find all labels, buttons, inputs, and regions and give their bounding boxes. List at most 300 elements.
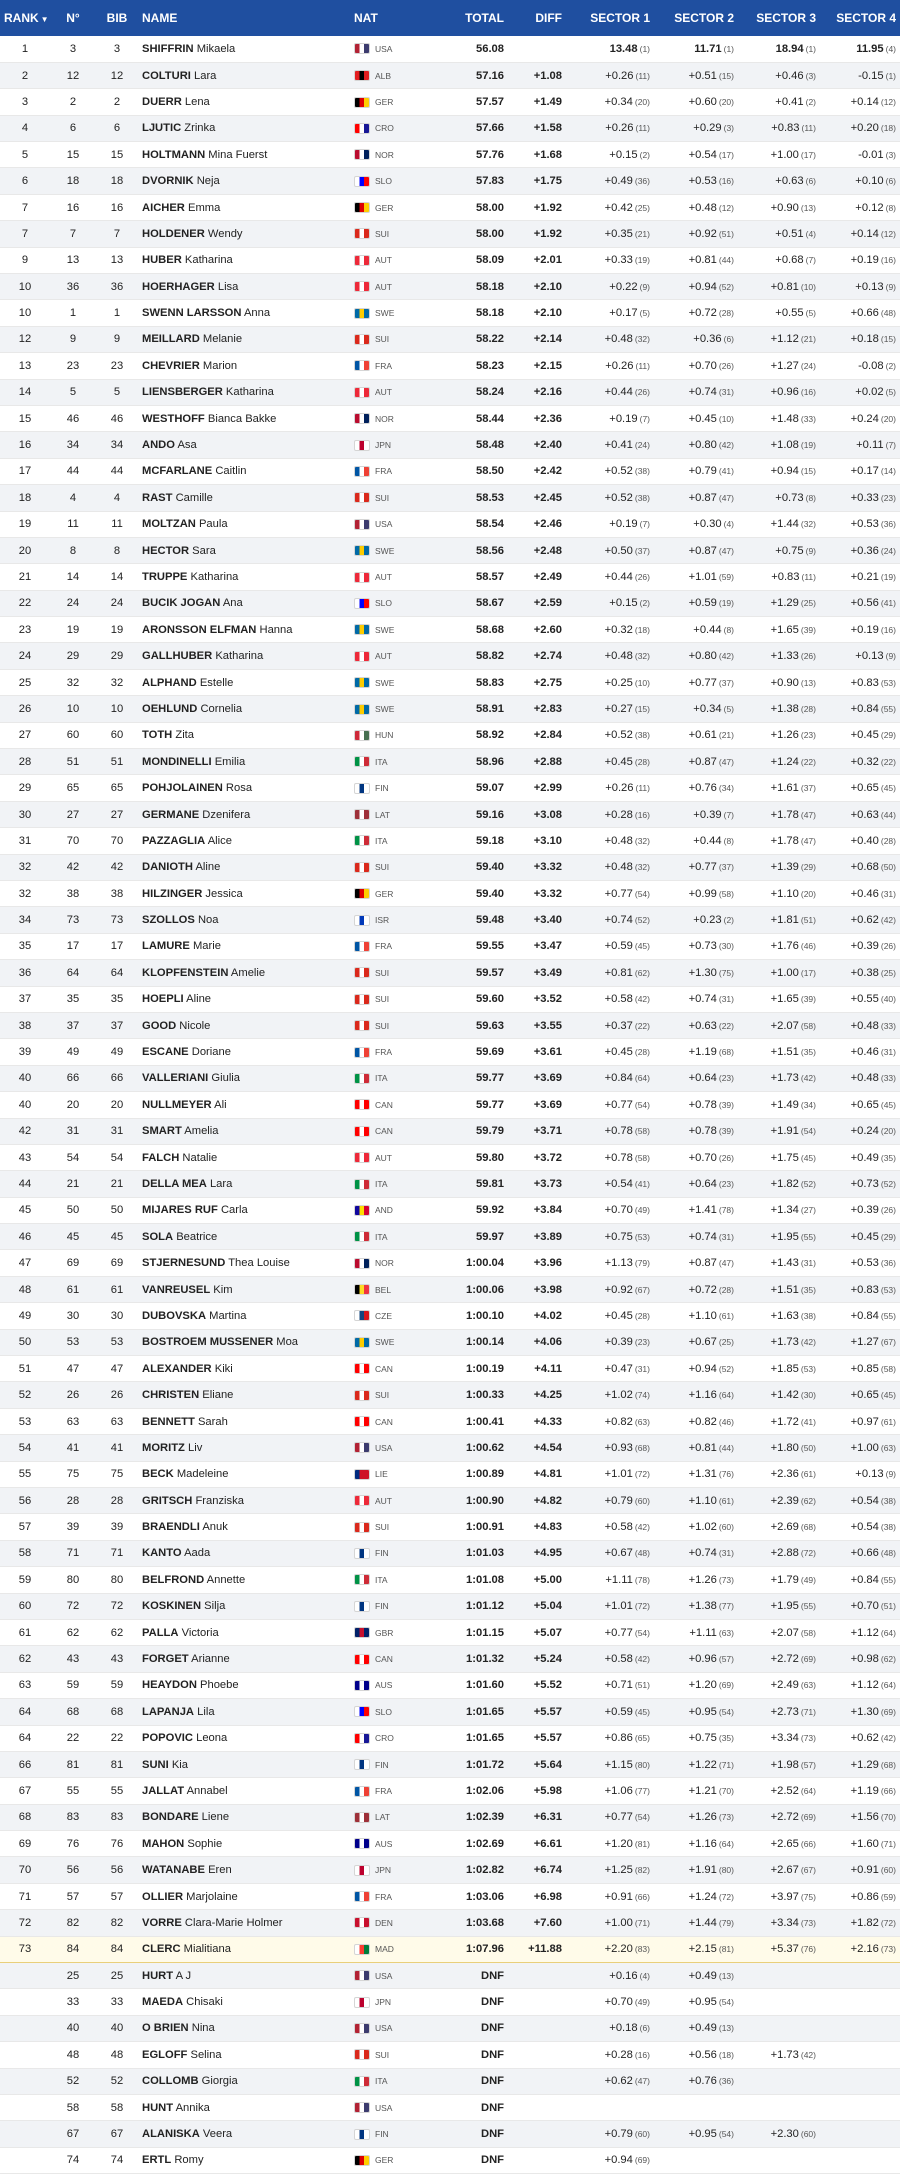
table-row[interactable]: [0, 353, 900, 379]
athlete-name-cell[interactable]: [138, 432, 350, 458]
athlete-firstname[interactable]: Veera: [202, 2128, 233, 2141]
table-row[interactable]: [0, 696, 900, 722]
athlete-surname[interactable]: DANIOTH: [142, 861, 193, 874]
athlete-firstname[interactable]: Selina: [190, 2048, 222, 2061]
rank-column-header[interactable]: RANK ▼: [4, 11, 49, 25]
table-row[interactable]: [0, 458, 900, 484]
athlete-firstname[interactable]: Lila: [197, 1705, 215, 1718]
athlete-surname[interactable]: HOERHAGER: [142, 280, 215, 293]
athlete-name-cell[interactable]: [138, 1118, 350, 1144]
athlete-firstname[interactable]: Dzenifera: [202, 808, 251, 821]
athlete-firstname[interactable]: Lara: [194, 69, 217, 82]
athlete-name-cell[interactable]: [138, 1012, 350, 1038]
athlete-firstname[interactable]: Aada: [184, 1547, 211, 1560]
table-row[interactable]: [0, 1065, 900, 1091]
table-row[interactable]: [0, 854, 900, 880]
athlete-firstname[interactable]: Marion: [202, 359, 238, 372]
athlete-name-cell[interactable]: [138, 353, 350, 379]
athlete-surname[interactable]: HOLDENER: [142, 227, 205, 240]
table-row[interactable]: [0, 1435, 900, 1461]
athlete-name-cell[interactable]: [138, 1725, 350, 1751]
athlete-name-cell[interactable]: [138, 1751, 350, 1777]
athlete-surname[interactable]: VORRE: [142, 1916, 182, 1929]
athlete-firstname[interactable]: Sarah: [197, 1415, 228, 1428]
athlete-firstname[interactable]: Emilia: [214, 755, 246, 768]
athlete-surname[interactable]: STJERNESUND: [142, 1257, 226, 1270]
athlete-surname[interactable]: KOSKINEN: [142, 1600, 202, 1613]
athlete-name-cell[interactable]: [138, 1540, 350, 1566]
athlete-surname[interactable]: LAPANJA: [142, 1705, 195, 1718]
table-row[interactable]: [0, 1039, 900, 1065]
table-row[interactable]: [0, 828, 900, 854]
athlete-surname[interactable]: HURT: [142, 1969, 174, 1982]
table-row[interactable]: [0, 405, 900, 431]
athlete-firstname[interactable]: Mina Fuerst: [208, 148, 268, 161]
athlete-firstname[interactable]: Kim: [213, 1283, 233, 1296]
athlete-surname[interactable]: PALLA: [142, 1626, 179, 1639]
athlete-surname[interactable]: MIJARES RUF: [142, 1204, 218, 1217]
table-row[interactable]: [0, 247, 900, 273]
athlete-name-cell[interactable]: [138, 1435, 350, 1461]
athlete-firstname[interactable]: Giulia: [211, 1072, 241, 1085]
athlete-name-cell[interactable]: [138, 1092, 350, 1118]
athlete-firstname[interactable]: Bianca Bakke: [207, 412, 277, 425]
table-row[interactable]: [0, 1778, 900, 1804]
athlete-firstname[interactable]: Anna: [243, 307, 271, 320]
athlete-name-cell[interactable]: [138, 458, 350, 484]
athlete-firstname[interactable]: Annabel: [186, 1784, 228, 1797]
athlete-name-cell[interactable]: [138, 1567, 350, 1593]
table-row[interactable]: [0, 1329, 900, 1355]
table-row[interactable]: [0, 511, 900, 537]
athlete-firstname[interactable]: Clara-Marie Holmer: [184, 1916, 283, 1929]
athlete-firstname[interactable]: Noa: [197, 914, 219, 927]
table-row[interactable]: [0, 2094, 900, 2120]
nat-column-header[interactable]: NAT: [354, 11, 378, 25]
athlete-name-cell[interactable]: [138, 1646, 350, 1672]
athlete-surname[interactable]: WESTHOFF: [142, 412, 205, 425]
table-row[interactable]: [0, 1910, 900, 1936]
name-column-header[interactable]: NAME: [142, 11, 178, 25]
athlete-surname[interactable]: SZOLLOS: [142, 914, 195, 927]
athlete-firstname[interactable]: Phoebe: [200, 1679, 239, 1692]
athlete-name-cell[interactable]: [138, 1672, 350, 1698]
athlete-surname[interactable]: MCFARLANE: [142, 465, 213, 478]
athlete-surname[interactable]: BONDARE: [142, 1811, 199, 1824]
table-row[interactable]: [0, 1303, 900, 1329]
athlete-name-cell[interactable]: [138, 247, 350, 273]
athlete-surname[interactable]: COLLOMB: [142, 2075, 199, 2088]
athlete-name-cell[interactable]: [138, 1514, 350, 1540]
athlete-name-cell[interactable]: [138, 986, 350, 1012]
athlete-surname[interactable]: ARONSSON ELFMAN: [142, 623, 257, 636]
athlete-name-cell[interactable]: [138, 1461, 350, 1487]
athlete-surname[interactable]: BOSTROEM MUSSENER: [142, 1336, 274, 1349]
athlete-name-cell[interactable]: [138, 1778, 350, 1804]
table-row[interactable]: [0, 89, 900, 115]
athlete-surname[interactable]: MONDINELLI: [142, 755, 212, 768]
table-row[interactable]: [0, 722, 900, 748]
table-row[interactable]: [0, 168, 900, 194]
athlete-firstname[interactable]: Franziska: [195, 1494, 244, 1507]
sector2-column-header[interactable]: SECTOR 2: [674, 11, 734, 25]
athlete-surname[interactable]: ANDO: [142, 439, 175, 452]
athlete-firstname[interactable]: Zrinka: [184, 122, 216, 135]
athlete-surname[interactable]: AICHER: [142, 201, 185, 214]
athlete-name-cell[interactable]: [138, 194, 350, 220]
total-column-header[interactable]: TOTAL: [465, 11, 504, 25]
table-row[interactable]: [0, 1171, 900, 1197]
athlete-surname[interactable]: HOEPLI: [142, 993, 184, 1006]
table-row[interactable]: [0, 2147, 900, 2173]
athlete-firstname[interactable]: Ana: [222, 597, 243, 610]
athlete-surname[interactable]: ERTL: [142, 2154, 172, 2167]
athlete-name-cell[interactable]: [138, 1883, 350, 1909]
athlete-surname[interactable]: BRAENDLI: [142, 1521, 200, 1534]
table-row[interactable]: [0, 1487, 900, 1513]
athlete-surname[interactable]: RAST: [142, 491, 173, 504]
sector1-column-header[interactable]: SECTOR 1: [590, 11, 650, 25]
athlete-name-cell[interactable]: [138, 617, 350, 643]
table-row[interactable]: [0, 194, 900, 220]
athlete-surname[interactable]: TRUPPE: [142, 571, 188, 583]
table-row[interactable]: [0, 300, 900, 326]
athlete-surname[interactable]: HUNT: [142, 2101, 174, 2114]
athlete-firstname[interactable]: Nicole: [179, 1019, 211, 1032]
table-row[interactable]: [0, 1514, 900, 1540]
table-row[interactable]: [0, 485, 900, 511]
athlete-surname[interactable]: EGLOFF: [142, 2048, 188, 2061]
athlete-firstname[interactable]: Amelie: [230, 966, 266, 979]
athlete-surname[interactable]: MEILLARD: [142, 333, 200, 346]
athlete-surname[interactable]: GERMANE: [142, 808, 200, 821]
athlete-firstname[interactable]: Giorgia: [201, 2075, 238, 2088]
table-row[interactable]: [0, 326, 900, 352]
athlete-name-cell[interactable]: [138, 775, 350, 801]
athlete-firstname[interactable]: Madeleine: [176, 1468, 229, 1481]
athlete-firstname[interactable]: Eliane: [202, 1389, 234, 1402]
athlete-surname[interactable]: PAZZAGLIA: [142, 834, 206, 847]
athlete-surname[interactable]: HEAYDON: [142, 1679, 197, 1692]
athlete-name-cell[interactable]: [138, 564, 350, 590]
athlete-firstname[interactable]: Marjolaine: [186, 1890, 238, 1903]
table-row[interactable]: [0, 1250, 900, 1276]
table-row[interactable]: [0, 907, 900, 933]
table-row[interactable]: [0, 643, 900, 669]
athlete-surname[interactable]: CHRISTEN: [142, 1389, 200, 1402]
athlete-name-cell[interactable]: [138, 1382, 350, 1408]
athlete-name-cell[interactable]: [138, 2147, 350, 2173]
athlete-surname[interactable]: DVORNIK: [142, 175, 194, 188]
table-row[interactable]: [0, 1567, 900, 1593]
table-row[interactable]: [0, 1963, 900, 1989]
athlete-name-cell[interactable]: [138, 933, 350, 959]
athlete-firstname[interactable]: Kia: [171, 1758, 189, 1771]
athlete-firstname[interactable]: Moa: [276, 1336, 299, 1349]
athlete-firstname[interactable]: Paula: [198, 518, 228, 531]
table-row[interactable]: [0, 617, 900, 643]
athlete-surname[interactable]: SUNI: [142, 1758, 169, 1771]
athlete-name-cell[interactable]: [138, 142, 350, 168]
athlete-name-cell[interactable]: [138, 749, 350, 775]
table-row[interactable]: [0, 669, 900, 695]
athlete-name-cell[interactable]: [138, 722, 350, 748]
athlete-surname[interactable]: GALLHUBER: [142, 650, 213, 663]
athlete-name-cell[interactable]: [138, 907, 350, 933]
table-row[interactable]: [0, 36, 900, 62]
sector3-column-header[interactable]: SECTOR 3: [756, 11, 816, 25]
athlete-name-cell[interactable]: [138, 1804, 350, 1830]
table-row[interactable]: [0, 1092, 900, 1118]
table-row[interactable]: [0, 1989, 900, 2015]
athlete-surname[interactable]: DELLA MEA: [142, 1177, 207, 1190]
athlete-firstname[interactable]: Caitlin: [215, 465, 247, 478]
diff-column-header[interactable]: DIFF: [535, 11, 562, 25]
table-row[interactable]: [0, 986, 900, 1012]
table-row[interactable]: [0, 1461, 900, 1487]
athlete-surname[interactable]: HILZINGER: [142, 887, 203, 900]
athlete-firstname[interactable]: Aline: [186, 993, 212, 1006]
athlete-firstname[interactable]: Katharina: [225, 386, 274, 399]
athlete-surname[interactable]: SHIFFRIN: [142, 42, 194, 55]
table-row[interactable]: [0, 1725, 900, 1751]
athlete-firstname[interactable]: Hanna: [259, 623, 293, 636]
athlete-name-cell[interactable]: [138, 62, 350, 88]
athlete-surname[interactable]: VANREUSEL: [142, 1283, 211, 1296]
athlete-name-cell[interactable]: [138, 1699, 350, 1725]
athlete-surname[interactable]: BUCIK JOGAN: [142, 597, 221, 610]
athlete-firstname[interactable]: Estelle: [199, 676, 234, 689]
table-row[interactable]: [0, 775, 900, 801]
table-row[interactable]: [0, 1540, 900, 1566]
athlete-surname[interactable]: WATANABE: [142, 1864, 205, 1877]
athlete-surname[interactable]: KANTO: [142, 1547, 182, 1560]
athlete-name-cell[interactable]: [138, 1144, 350, 1170]
sort-down-icon[interactable]: ▼: [40, 15, 49, 24]
athlete-firstname[interactable]: Camille: [175, 491, 213, 504]
athlete-surname[interactable]: LAMURE: [142, 940, 190, 953]
athlete-surname[interactable]: HECTOR: [142, 544, 190, 557]
athlete-firstname[interactable]: Natalie: [182, 1151, 218, 1164]
athlete-surname[interactable]: CHEVRIER: [142, 359, 200, 372]
table-row[interactable]: [0, 1751, 900, 1777]
athlete-surname[interactable]: BENNETT: [142, 1415, 195, 1428]
table-row[interactable]: [0, 115, 900, 141]
athlete-surname[interactable]: CLERC: [142, 1943, 181, 1956]
athlete-name-cell[interactable]: [138, 2068, 350, 2094]
athlete-surname[interactable]: FORGET: [142, 1653, 189, 1666]
table-row[interactable]: [0, 1593, 900, 1619]
athlete-firstname[interactable]: Lara: [209, 1177, 233, 1190]
athlete-name-cell[interactable]: [138, 1831, 350, 1857]
table-row[interactable]: [0, 960, 900, 986]
athlete-name-cell[interactable]: [138, 2015, 350, 2041]
athlete-surname[interactable]: LJUTIC: [142, 122, 182, 135]
athlete-surname[interactable]: OLLIER: [142, 1890, 184, 1903]
bib-column-header[interactable]: BIB: [106, 11, 128, 25]
athlete-name-cell[interactable]: [138, 511, 350, 537]
athlete-firstname[interactable]: Alice: [207, 834, 232, 847]
table-row[interactable]: [0, 2015, 900, 2041]
athlete-firstname[interactable]: Silja: [204, 1600, 226, 1613]
athlete-name-cell[interactable]: [138, 115, 350, 141]
athlete-firstname[interactable]: Katharina: [190, 571, 239, 583]
athlete-name-cell[interactable]: [138, 1989, 350, 2015]
athlete-firstname[interactable]: Amelia: [184, 1125, 219, 1138]
athlete-surname[interactable]: HUBER: [142, 254, 182, 267]
athlete-firstname[interactable]: Sophie: [187, 1837, 223, 1850]
athlete-firstname[interactable]: Zita: [175, 729, 195, 742]
table-row[interactable]: [0, 1672, 900, 1698]
athlete-surname[interactable]: DUERR: [142, 95, 182, 108]
athlete-surname[interactable]: DUBOVSKA: [142, 1309, 207, 1322]
athlete-name-cell[interactable]: [138, 669, 350, 695]
athlete-name-cell[interactable]: [138, 1857, 350, 1883]
athlete-name-cell[interactable]: [138, 590, 350, 616]
athlete-name-cell[interactable]: [138, 1910, 350, 1936]
athlete-name-cell[interactable]: [138, 300, 350, 326]
table-row[interactable]: [0, 537, 900, 563]
table-row[interactable]: [0, 1883, 900, 1909]
athlete-firstname[interactable]: Ali: [214, 1098, 227, 1111]
athlete-name-cell[interactable]: [138, 1593, 350, 1619]
athlete-surname[interactable]: COLTURI: [142, 69, 191, 82]
athlete-firstname[interactable]: Nina: [191, 2022, 215, 2035]
athlete-firstname[interactable]: Eren: [208, 1864, 232, 1877]
athlete-surname[interactable]: BELFROND: [142, 1573, 205, 1586]
athlete-name-cell[interactable]: [138, 801, 350, 827]
athlete-name-cell[interactable]: [138, 326, 350, 352]
table-row[interactable]: [0, 1804, 900, 1830]
athlete-firstname[interactable]: A J: [175, 1969, 192, 1982]
athlete-firstname[interactable]: Cornelia: [200, 702, 243, 715]
athlete-surname[interactable]: FALCH: [142, 1151, 180, 1164]
athlete-firstname[interactable]: Rosa: [225, 782, 253, 795]
athlete-firstname[interactable]: Katharina: [215, 650, 264, 663]
table-row[interactable]: [0, 2042, 900, 2068]
athlete-surname[interactable]: JALLAT: [142, 1784, 185, 1797]
athlete-name-cell[interactable]: [138, 537, 350, 563]
athlete-name-cell[interactable]: [138, 2094, 350, 2120]
athlete-surname[interactable]: MAEDA: [142, 1996, 184, 2009]
athlete-firstname[interactable]: Wendy: [207, 227, 243, 240]
athlete-firstname[interactable]: Jessica: [205, 887, 243, 900]
athlete-name-cell[interactable]: [138, 485, 350, 511]
athlete-name-cell[interactable]: [138, 221, 350, 247]
athlete-name-cell[interactable]: [138, 1329, 350, 1355]
athlete-surname[interactable]: SMART: [142, 1125, 182, 1138]
table-row[interactable]: [0, 1276, 900, 1302]
athlete-firstname[interactable]: Annika: [175, 2101, 210, 2114]
table-row[interactable]: [0, 274, 900, 300]
athlete-surname[interactable]: KLOPFENSTEIN: [142, 966, 229, 979]
table-row[interactable]: [0, 801, 900, 827]
athlete-firstname[interactable]: Annette: [206, 1573, 246, 1586]
athlete-surname[interactable]: SOLA: [142, 1230, 174, 1243]
athlete-name-cell[interactable]: [138, 1171, 350, 1197]
athlete-name-cell[interactable]: [138, 1197, 350, 1223]
athlete-firstname[interactable]: Beatrice: [176, 1230, 218, 1243]
athlete-name-cell[interactable]: [138, 2121, 350, 2147]
athlete-surname[interactable]: POHJOLAINEN: [142, 782, 223, 795]
athlete-surname[interactable]: MORITZ: [142, 1441, 185, 1454]
athlete-name-cell[interactable]: [138, 1303, 350, 1329]
athlete-name-cell[interactable]: [138, 960, 350, 986]
athlete-name-cell[interactable]: [138, 643, 350, 669]
athlete-surname[interactable]: VALLERIANI: [142, 1072, 209, 1085]
table-row[interactable]: [0, 933, 900, 959]
sector4-column-header[interactable]: SECTOR 4: [836, 11, 896, 25]
table-row[interactable]: [0, 2121, 900, 2147]
table-row[interactable]: [0, 590, 900, 616]
athlete-name-cell[interactable]: [138, 1487, 350, 1513]
table-row[interactable]: [0, 1831, 900, 1857]
athlete-firstname[interactable]: Victoria: [181, 1626, 219, 1639]
athlete-name-cell[interactable]: [138, 1963, 350, 1989]
athlete-firstname[interactable]: Arianne: [191, 1653, 230, 1666]
table-row[interactable]: [0, 1408, 900, 1434]
athlete-firstname[interactable]: Lena: [184, 95, 210, 108]
athlete-surname[interactable]: TOTH: [142, 729, 173, 742]
athlete-surname[interactable]: ALANISKA: [142, 2128, 200, 2141]
athlete-surname[interactable]: MAHON: [142, 1837, 185, 1850]
athlete-name-cell[interactable]: [138, 828, 350, 854]
table-row[interactable]: [0, 379, 900, 405]
athlete-firstname[interactable]: Thea Louise: [228, 1257, 290, 1270]
athlete-firstname[interactable]: Doriane: [191, 1046, 231, 1059]
table-row[interactable]: [0, 1619, 900, 1645]
number-column-header[interactable]: N°: [66, 11, 80, 25]
table-row[interactable]: [0, 1224, 900, 1250]
athlete-name-cell[interactable]: [138, 854, 350, 880]
table-row[interactable]: [0, 1356, 900, 1382]
athlete-surname[interactable]: OEHLUND: [142, 702, 198, 715]
athlete-firstname[interactable]: Mialitiana: [183, 1943, 231, 1956]
athlete-firstname[interactable]: Carla: [220, 1204, 248, 1217]
athlete-surname[interactable]: GRITSCH: [142, 1494, 193, 1507]
athlete-name-cell[interactable]: [138, 1936, 350, 1962]
athlete-firstname[interactable]: Melanie: [202, 333, 243, 346]
athlete-firstname[interactable]: Mikaela: [196, 42, 236, 55]
athlete-surname[interactable]: POPOVIC: [142, 1732, 193, 1745]
athlete-firstname[interactable]: Asa: [177, 439, 197, 452]
athlete-name-cell[interactable]: [138, 696, 350, 722]
athlete-name-cell[interactable]: [138, 1276, 350, 1302]
athlete-firstname[interactable]: Martina: [209, 1309, 247, 1322]
athlete-firstname[interactable]: Leona: [196, 1732, 228, 1745]
table-row[interactable]: [0, 564, 900, 590]
athlete-name-cell[interactable]: [138, 379, 350, 405]
athlete-name-cell[interactable]: [138, 274, 350, 300]
athlete-name-cell[interactable]: [138, 881, 350, 907]
athlete-firstname[interactable]: Liv: [188, 1441, 203, 1454]
table-row[interactable]: [0, 1197, 900, 1223]
athlete-name-cell[interactable]: [138, 1250, 350, 1276]
athlete-name-cell[interactable]: [138, 36, 350, 62]
table-row[interactable]: [0, 1144, 900, 1170]
athlete-name-cell[interactable]: [138, 1619, 350, 1645]
athlete-surname[interactable]: O BRIEN: [142, 2022, 189, 2035]
athlete-surname[interactable]: LIENSBERGER: [142, 386, 223, 399]
athlete-firstname[interactable]: Chisaki: [186, 1996, 223, 2009]
table-row[interactable]: [0, 881, 900, 907]
table-row[interactable]: [0, 142, 900, 168]
athlete-name-cell[interactable]: [138, 2042, 350, 2068]
table-row[interactable]: [0, 1936, 900, 1962]
athlete-name-cell[interactable]: [138, 405, 350, 431]
table-row[interactable]: [0, 221, 900, 247]
athlete-firstname[interactable]: Romy: [174, 2154, 204, 2167]
